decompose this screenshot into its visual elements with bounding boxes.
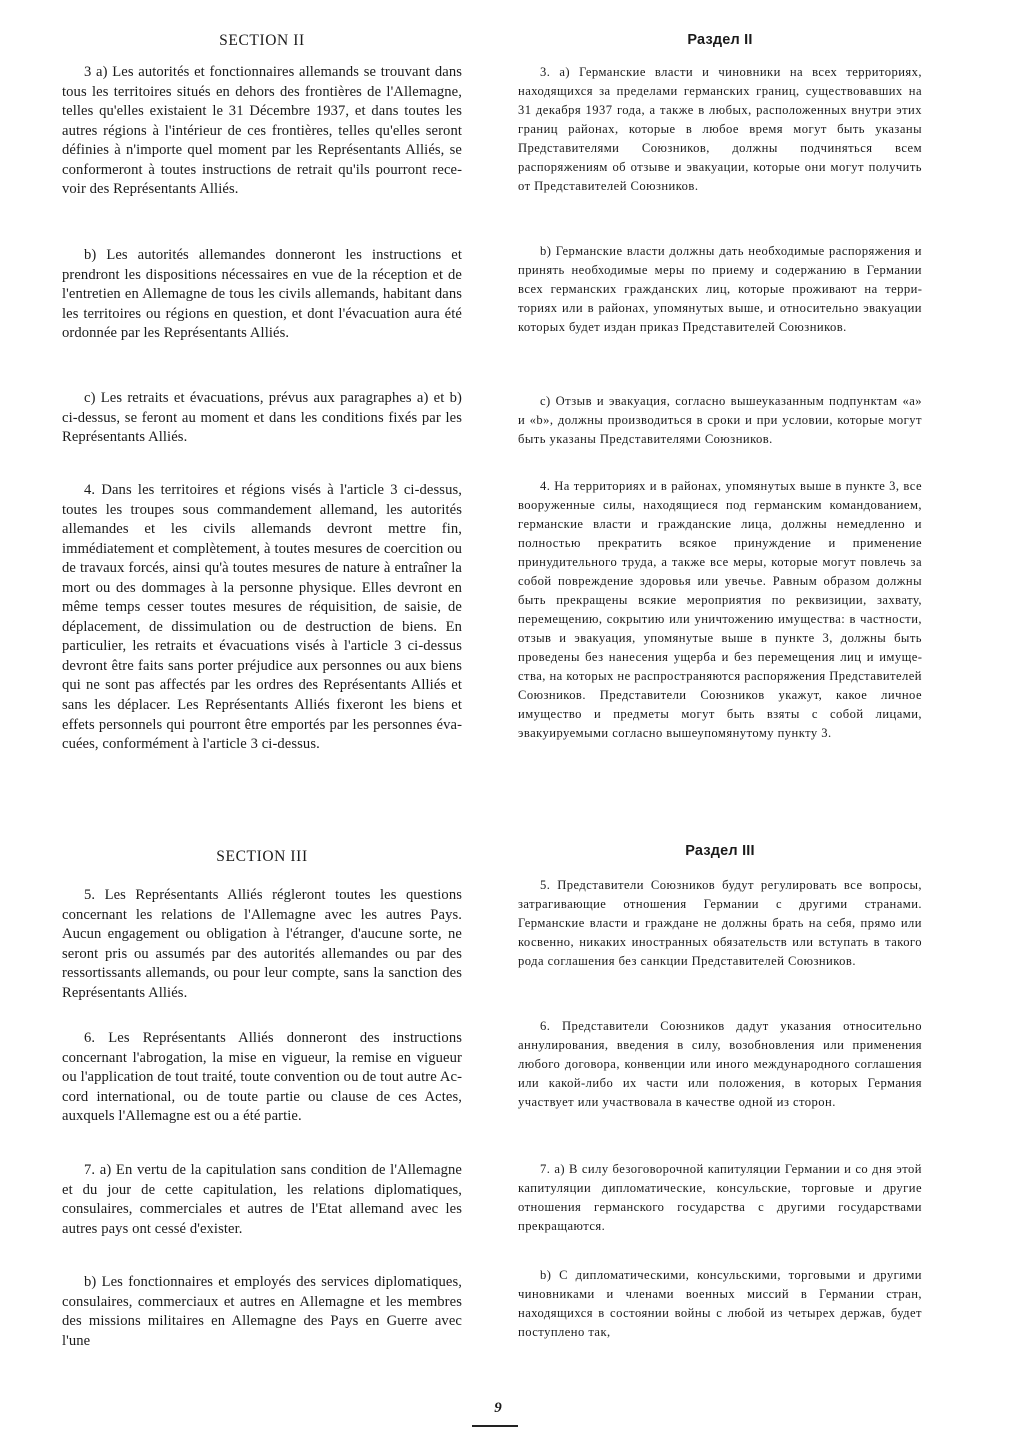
article-6-ru: 6. Представители Союзников дадут указания относительно аннулирования, введения в силу, возобновления или применения любого договора, конвенции или иного международного соглашения или какой-либо их части или положения, в которых Германия участвует или участвовала в качестве одной из сторон. <box>518 1019 922 1109</box>
article-7b-fr: b) Les fonctionnaires et employés des services diplomatiques, consulaires, commerciaux et autres en Allemagne et les membres des missions militaires en Allemagne des Pays en Guerre avec l'une <box>62 1274 462 1349</box>
article-3c-ru: с) Отзыв и эвакуация, согласно вышеуказанным подпунктам «а» и «b», должны производиться в сроки и при условии, которые могут быть указаны Представителями Союзников. <box>518 394 922 446</box>
article-7b-ru: b) С дипломатическими, консульскими, торговыми и другими чиновниками и членами военных миссий в Германии стран, находящихся в состоянии войны с любой из четырех держав, будет поступлено так, <box>518 1268 922 1339</box>
article-5-fr: 5. Les Représentants Alliés régleront toutes les questions concernant les relations de l'Allemagne avec les autres Pays. Aucun engagement ou obligation à l'étranger, d'aucune sorte, ne seront pris ou assumés par des autorités allemandes ou par des ressortissants allemands, ou pour leur compte, sans la sanction des Représentants Alliés. <box>62 887 462 1001</box>
article-5-ru: 5. Представители Союзников будут регулировать все вопросы, затрагивающие отношения Германии с другими странами. Германские власти и граждане не должны брать на себя, прямо или косвенно, никаких иностранных обязательств или вступать в такого рода соглашения без санкции Представителей Союзников. <box>518 878 922 968</box>
section-3-heading-ru: Раздел III <box>685 843 755 859</box>
article-3c-fr: c) Les retraits et évacuations, prévus aux paragraphes a) et b) ci-dessus, se feront au moment et dans les conditions fixés par les Représentants Alliés. <box>62 390 462 446</box>
article-3a-fr: 3 a) Les autorités et fonctionnaires allemands se trouvant dans tous les territoires situés en dehors des frontières de l'Allemagne, telles qu'elles existaient le 31 Décembre 1937, et dans toutes les autres régions à l'intérieur de ces frontières, telles qu'elles seront définies à n'importe quel moment par les Représentants Alliés, se conformeront à toutes instructions de retrait qu'ils pourront recevoir des Représentants Alliés. <box>62 64 462 198</box>
article-7a-fr: 7. a) En vertu de la capitulation sans condition de l'Allemagne et du jour de cette capitulation, les relations diplomatiques, consulaires, commerciales et autres de l'Etat allemand avec les autres pays ont cessé d'exister. <box>62 1162 462 1237</box>
article-7a-ru: 7. а) В силу безоговорочной капитуляции Германии и со дня этой капитуляции дипломатические, консульские, торговые и другие отношения германского государства с другими государствами прекращаются. <box>518 1162 922 1233</box>
article-4-ru: 4. На территориях и в районах, упомянутых выше в пункте 3, все вооруженные силы, находящиеся под германским командованием, германские власти и гражданские лица, должны немедленно и полностью прекратить всякое принуждение и применение принудительного труда, а также все меры, которые могут повлечь за собой повреждение здоровья или увечье. Равным образом должны быть прекращены всякие мероприятия по реквизиции, захвату, перемещению, сокрытию или уничтожению имущества: в частности, отзыв и эвакуация, упомянутые выше в пункте 3, должны быть проведены без нанесения ущерба и без перемещения лиц и имущества, на которых не распространяются распоряжения Представителей Союзников. Представители Союзников укажут, какое личное имущество и предметы могут быть взяты с собой лицами, эвакуируемыми согласно вышеупомянутому пункту 3. <box>518 479 922 740</box>
section-3-heading-fr: SECTION III <box>216 848 308 865</box>
section-2-heading-ru: Раздел II <box>687 32 753 48</box>
page-number-rule <box>472 1425 518 1427</box>
page-number: 9 <box>494 1400 502 1416</box>
article-6-fr: 6. Les Représentants Alliés donneront des instructions concernant l'abrogation, la mise en vigueur, la remise en vigueur ou l'application de tout traité, toute convention ou de tout autre Accord international, ou de toute partie ou clause de ces Actes, auxquels l'Allemagne est ou a été partie. <box>62 1030 462 1125</box>
article-3b-ru: b) Германские власти должны дать необходимые распоряжения и принять необходимые меры по приему и содержанию в Германии всех германских гражданских лиц, которые проживают на территориях или в районах, упомянутых выше, и относительно эвакуации которых будет издан приказ Представителей Союзников. <box>518 244 922 334</box>
article-3a-ru: 3. а) Германские власти и чиновники на всех территориях, находящихся за пределами германских границ, существовавших на 31 декабря 1937 года, а также в любых, расположенных внутри этих границ районах, которые в любое время могут быть указаны Представителями Союзников, должны подчиняться всем распоряжениям об отзыве и эвакуации, которые они могут получить от Представителей Союзников. <box>518 65 922 193</box>
article-3b-fr: b) Les autorités allemandes donneront les instructions et prendront les dispositions nécessaires en vue de la réception et de l'entretien en Allemagne de tous les civils allemands, habitant dans les territoires ou régions en question, et dont l'évacuation aura été ordonnée par les Représentants Alliés. <box>62 247 462 342</box>
article-4-fr: 4. Dans les territoires et régions visés à l'article 3 ci-dessus, toutes les troupes sous commandement allemand, les autorités allemandes et les civils allemands devront mettre fin, immédiatement et complètement, à toutes mesures de coercition ou de travaux forcés, ainsi qu'à toutes mesures de nature à entraîner la mort ou des dommages à la personne physique. Elles devront en même temps cesser toutes mesures de réquisition, de saisie, de déplacement, de dissimulation ou de destruction de biens. En particulier, les retraits et évacuations visés à l'article 3 ci-dessus devront être faits sans porter préjudice aux personnes ou aux biens qui ne sont pas affectés par les ordres des Représentants Alliés et sans les déplacer. Les Représentants Alliés fixeront les biens et effets personnels qui pourront être emportés par les personnes évacuées, conformément à l'article 3 ci-dessus. <box>62 482 462 753</box>
section-2-heading-fr: SECTION II <box>219 32 305 49</box>
